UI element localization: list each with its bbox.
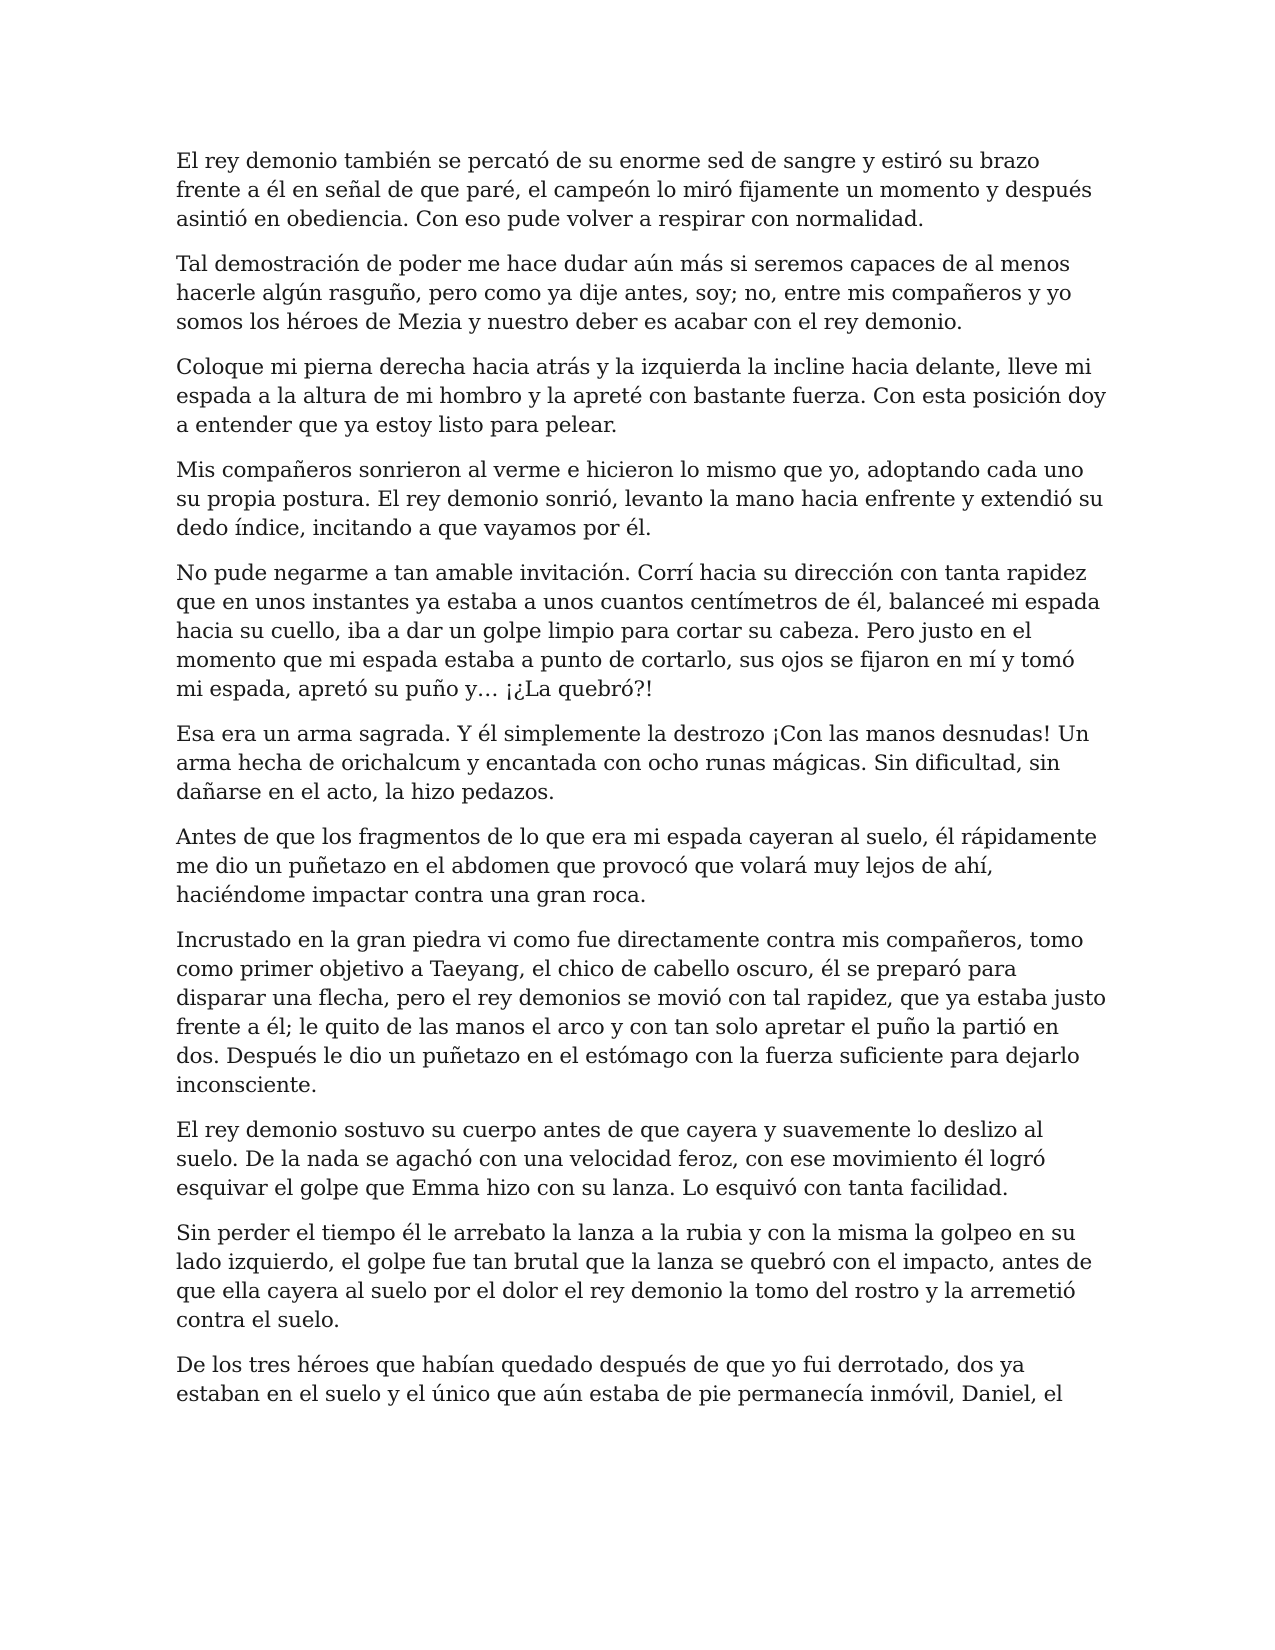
- document-body: [176, 147, 1106, 1425]
- paragraph-1: El rey demonio también se percató de su enorme sed de sangre y estiró su brazo frente a él en señal de que paré, el campeón lo miró fijamente un momento y después asintió en obediencia. Con eso pude volver a respirar con normalidad.: [176, 149, 1092, 232]
- paragraph-10: Sin perder el tiempo él le arrebato la lanza a la rubia y con la misma la golpeo en su lado izquierdo, el golpe fue tan brutal que la lanza se quebró con el impacto, antes de que ella cayera al suelo por el dolor el rey demonio la tomo del rostro y la arremetió contra el suelo.: [176, 1221, 1093, 1333]
- paragraph-4: Mis compañeros sonrieron al verme e hicieron lo mismo que yo, adoptando cada uno su propia postura. El rey demonio sonrió, levanto la mano hacia enfrente y extendió su dedo índice, incitando a que vayamos por él.: [176, 458, 1104, 541]
- paragraph-7: Antes de que los fragmentos de lo que era mi espada cayeran al suelo, él rápidamente me dio un puñetazo en el abdomen que provocó que volará muy lejos de ahí, haciéndome impactar contra una gran roca.: [176, 825, 1097, 908]
- paragraph-6: Esa era un arma sagrada. Y él simplemente la destrozo ¡Con las manos desnudas! Un arma hecha de orichalcum y encantada con ocho runas mágicas. Sin dificultad, sin dañarse en el acto, la hizo pedazos.: [176, 722, 1090, 805]
- paragraph-11: De los tres héroes que habían quedado después de que yo fui derrotado, dos ya estaban en el suelo y el único que aún estaba de pie permanecía inmóvil, Daniel, el: [176, 1353, 1063, 1407]
- paragraph-5: No pude negarme a tan amable invitación. Corrí hacia su dirección con tanta rapidez que en unos instantes ya estaba a unos cuantos centímetros de él, balanceé mi espada hacia su cuello, iba a dar un golpe limpio para cortar su cabeza. Pero justo en el momento que mi espada estaba a punto de cortarlo, sus ojos se fijaron en mí y tomó mi espada, apretó su puño y… ¡¿La quebró?!: [176, 561, 1100, 702]
- paragraph-9: El rey demonio sostuvo su cuerpo antes de que cayera y suavemente lo deslizo al suelo. De la nada se agachó con una velocidad feroz, con ese movimiento él logró esquivar el golpe que Emma hizo con su lanza. Lo esquivó con tanta facilidad.: [176, 1118, 1046, 1201]
- paragraph-8: Incrustado en la gran piedra vi como fue directamente contra mis compañeros, tomo como primer objetivo a Taeyang, el chico de cabello oscuro, él se preparó para disparar una flecha, pero el rey demonios se movió con tal rapidez, que ya estaba justo frente a él; le quito de las manos el arco y con tan solo apretar el puño la partió en dos. Después le dio un puñetazo en el estómago con la fuerza suficiente para dejarlo inconsciente.: [176, 928, 1106, 1098]
- paragraph-2: Tal demostración de poder me hace dudar aún más si seremos capaces de al menos hacerle algún rasguño, pero como ya dije antes, soy; no, entre mis compañeros y yo somos los héroes de Mezia y nuestro deber es acabar con el rey demonio.: [176, 252, 1072, 335]
- paragraph-3: Coloque mi pierna derecha hacia atrás y la izquierda la incline hacia delante, lleve mi espada a la altura de mi hombro y la apreté con bastante fuerza. Con esta posición doy a entender que ya estoy listo para pelear.: [176, 355, 1106, 438]
